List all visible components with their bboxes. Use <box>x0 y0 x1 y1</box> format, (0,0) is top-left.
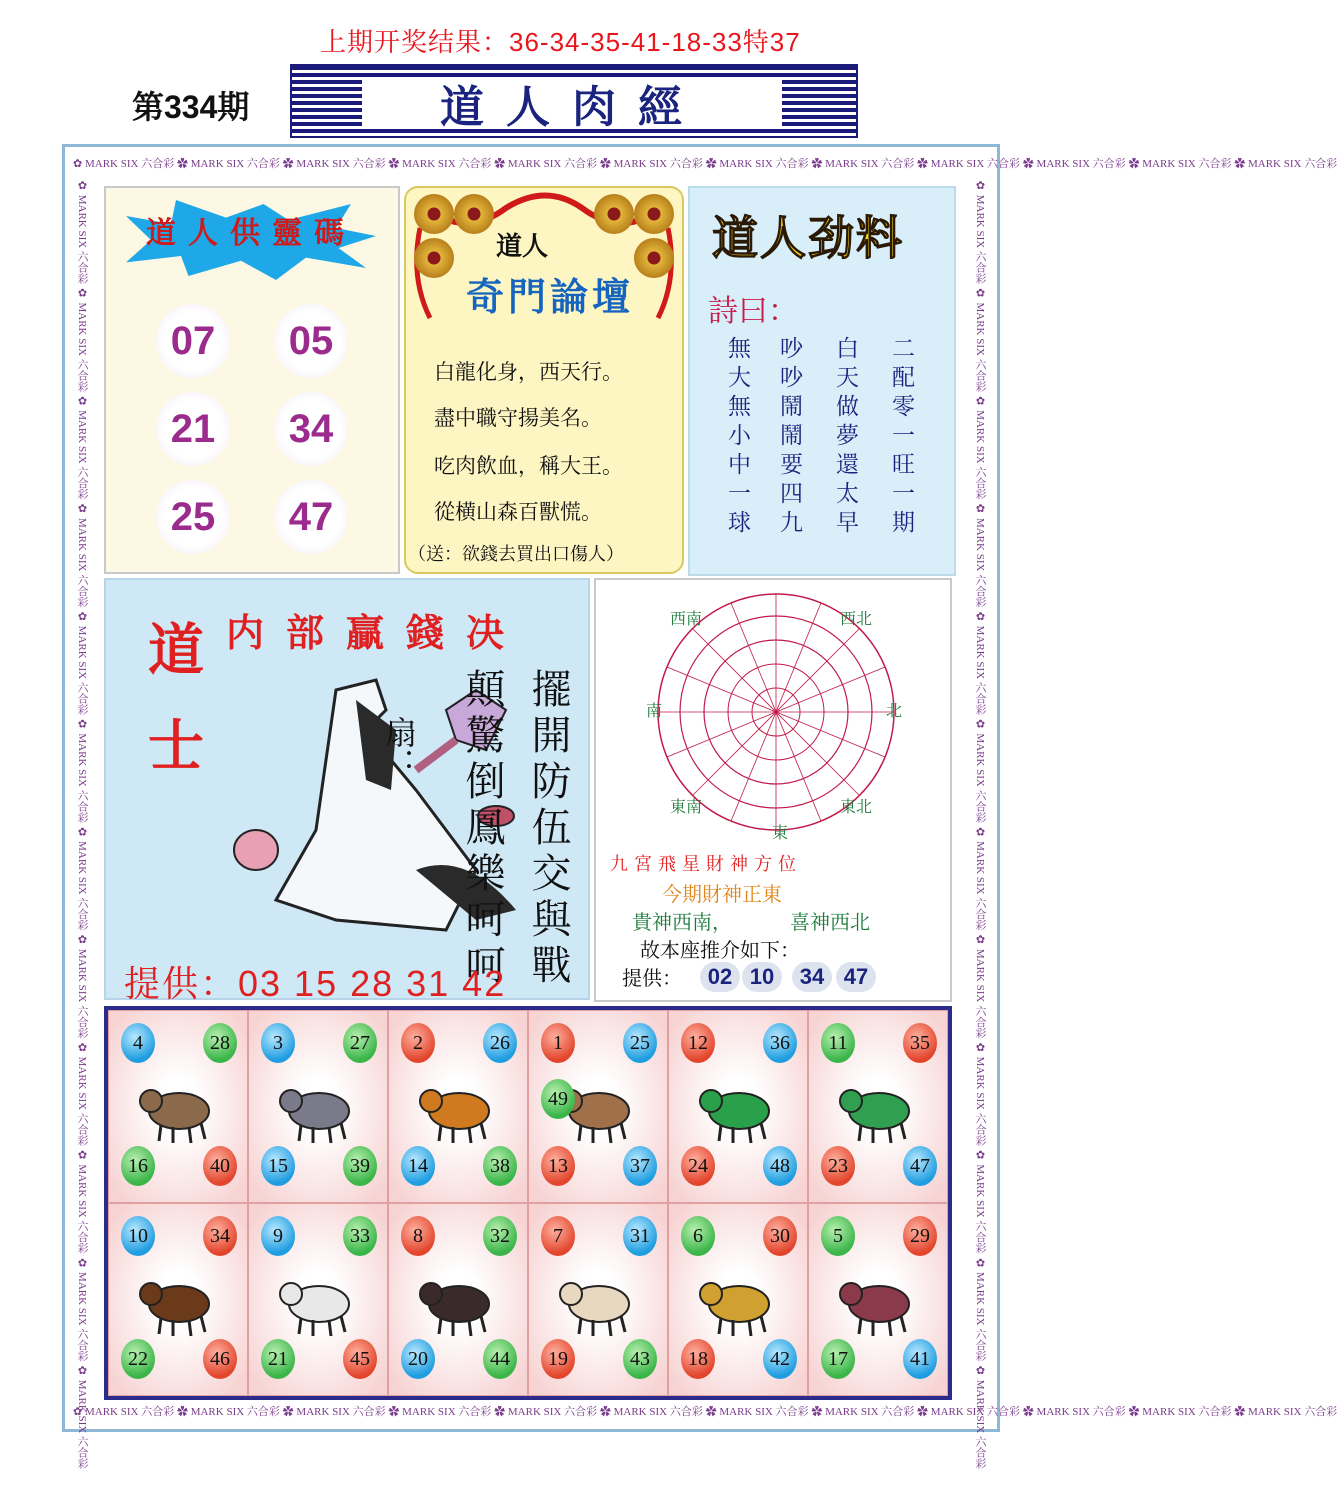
number-ball: 39 <box>343 1146 377 1186</box>
fan-label: 扇： <box>380 716 418 780</box>
last-result-text: 上期开奖结果：36-34-35-41-18-33特37 <box>320 27 801 57</box>
number-ball: 20 <box>401 1339 435 1379</box>
border-strip-bottom <box>73 1401 1337 1423</box>
dir-east-label: 東 <box>772 823 789 842</box>
number-ball: 14 <box>401 1146 435 1186</box>
title-banner-inner <box>362 78 782 133</box>
number-ball: 40 <box>203 1146 237 1186</box>
dir-southwest-label: 西南 <box>670 609 703 628</box>
poem-line: 盡中職守揚美名。 <box>434 406 602 430</box>
lucky-number: 34 <box>274 392 348 466</box>
border-strip-left <box>71 179 93 1470</box>
riddle-column: 顛驚倒鳳樂呵呵 <box>459 668 505 990</box>
provided-numbers: 提供：03 15 28 31 42 <box>124 963 507 1004</box>
zodiac-cell-rat <box>108 1010 248 1203</box>
poem-header <box>406 188 682 334</box>
coin-icon <box>634 238 674 278</box>
border-brand-pattern: ✿ MARK SIX 六合彩 ✿ MARK SIX 六合彩 ✿ MARK SIX 六合彩 ✿ MARK SIX 六合彩 ✿ MARK SIX 六合彩 ✿ MARK SIX 六合彩 ✿ MARK SIX 六合彩 ✿ MARK SIX 六合彩 ✿ MARK SIX 六合彩 ✿ MARK SIX 六合彩 ✿ MARK SIX 六合彩 ✿ MARK SIX 六合彩 <box>73 1406 1337 1418</box>
taoist-side-label: 道士 <box>139 620 205 812</box>
number-ball: 5 <box>821 1216 855 1256</box>
pig-icon <box>831 1260 927 1342</box>
zodiac-cell-rabbit <box>528 1010 668 1203</box>
number-ball: 12 <box>681 1023 715 1063</box>
dir-north-label: 北 <box>886 701 903 720</box>
taoist-secret-panel <box>104 578 590 1004</box>
number-ball: 22 <box>121 1339 155 1379</box>
number-ball: 35 <box>903 1023 937 1063</box>
number-ball: 16 <box>121 1146 155 1186</box>
border-brand-pattern: ✿ MARK SIX 六合彩 ✿ MARK SIX 六合彩 ✿ MARK SIX 六合彩 ✿ MARK SIX 六合彩 ✿ MARK SIX 六合彩 ✿ MARK SIX 六合彩 ✿ MARK SIX 六合彩 ✿ MARK SIX 六合彩 ✿ MARK SIX 六合彩 ✿ MARK SIX 六合彩 ✿ MARK SIX 六合彩 ✿ MARK SIX 六合彩 <box>974 179 986 1470</box>
number-ball: 38 <box>483 1146 517 1186</box>
provide-label: 提供： <box>622 966 682 990</box>
coin-icon <box>414 238 454 278</box>
poem-title: 奇門論壇 <box>466 274 635 319</box>
zodiac-number-grid <box>104 1006 952 1400</box>
poem-label: 詩曰： <box>708 294 798 329</box>
zodiac-cell-horse <box>108 1203 248 1396</box>
number-ball: 2 <box>401 1023 435 1063</box>
number-ball: 44 <box>483 1339 517 1379</box>
poem-line: 吃肉飲血，稱大王。 <box>434 454 623 478</box>
number-ball: 13 <box>541 1146 575 1186</box>
tiger-icon <box>411 1067 507 1149</box>
number-ball: 25 <box>623 1023 657 1063</box>
number-ball: 17 <box>821 1339 855 1379</box>
coin-icon <box>414 194 454 234</box>
number-ball: 6 <box>681 1216 715 1256</box>
coin-icon <box>594 194 634 234</box>
poem-line: 白龍化身，西天行。 <box>434 360 623 384</box>
number-ball: 18 <box>681 1339 715 1379</box>
secret-title: 内部贏錢决 <box>226 610 527 655</box>
recommended-number: 34 <box>792 962 832 992</box>
number-ball: 48 <box>763 1146 797 1186</box>
tip-panel <box>688 186 956 576</box>
border-strip-top <box>73 153 1337 175</box>
lucky-number: 07 <box>156 304 230 378</box>
border-brand-pattern: ✿ MARK SIX 六合彩 ✿ MARK SIX 六合彩 ✿ MARK SIX 六合彩 ✿ MARK SIX 六合彩 ✿ MARK SIX 六合彩 ✿ MARK SIX 六合彩 ✿ MARK SIX 六合彩 ✿ MARK SIX 六合彩 ✿ MARK SIX 六合彩 ✿ MARK SIX 六合彩 ✿ MARK SIX 六合彩 ✿ MARK SIX 六合彩 <box>73 158 1337 170</box>
recommended-number: 10 <box>742 962 782 992</box>
coin-icon <box>454 194 494 234</box>
verse-column: 吵吵鬧鬧要四九 <box>776 336 802 539</box>
zodiac-cell-dragon <box>668 1010 808 1203</box>
coin-icon <box>634 194 674 234</box>
riddle-column: 擺開防伍交與戰 <box>525 668 571 990</box>
zodiac-cell-snake <box>808 1010 948 1203</box>
number-ball: 31 <box>623 1216 657 1256</box>
feng-shui-wheel <box>596 580 950 840</box>
horse-icon <box>131 1260 227 1342</box>
rooster-icon <box>551 1260 647 1342</box>
joy-god-direction: 喜神西北 <box>790 910 870 934</box>
recommended-number: 47 <box>836 962 876 992</box>
zodiac-cell-pig <box>808 1203 948 1396</box>
poem-subtitle: 道人 <box>496 232 549 262</box>
lucky-number: 47 <box>274 480 348 554</box>
monkey-icon <box>411 1260 507 1342</box>
number-ball: 30 <box>763 1216 797 1256</box>
number-ball: 23 <box>821 1146 855 1186</box>
verse-column: 白天做夢還太早 <box>832 336 858 539</box>
lucky-number: 05 <box>274 304 348 378</box>
dir-northeast-label: 東北 <box>840 797 873 816</box>
number-ball: 21 <box>261 1339 295 1379</box>
number-ball: 32 <box>483 1216 517 1256</box>
dir-southeast-label: 東南 <box>670 797 703 816</box>
zodiac-cell-goat <box>248 1203 388 1396</box>
number-ball: 19 <box>541 1339 575 1379</box>
number-ball: 7 <box>541 1216 575 1256</box>
dragon-icon <box>691 1067 787 1149</box>
zodiac-cell-rooster <box>528 1203 668 1396</box>
issue-number: 第334期 <box>132 89 250 125</box>
number-ball: 15 <box>261 1146 295 1186</box>
number-ball: 3 <box>261 1023 295 1063</box>
number-ball: 11 <box>821 1023 855 1063</box>
number-ball: 36 <box>763 1023 797 1063</box>
number-ball: 24 <box>681 1146 715 1186</box>
number-ball: 41 <box>903 1339 937 1379</box>
forum-poem-panel <box>404 186 684 574</box>
verse-column: 二配零一旺一期 <box>888 336 914 539</box>
poem-line: 從横山森百獸慌。 <box>434 500 602 524</box>
lucky-code-title: 道人供靈碼 <box>146 216 356 251</box>
number-ball: 10 <box>121 1216 155 1256</box>
number-ball: 37 <box>623 1146 657 1186</box>
rat-icon <box>131 1067 227 1149</box>
verse-column: 無大無小中一球 <box>724 336 750 539</box>
goat-icon <box>271 1260 367 1342</box>
recommend-label: 故本座推介如下： <box>640 938 800 962</box>
number-ball: 46 <box>203 1339 237 1379</box>
number-ball: 33 <box>343 1216 377 1256</box>
number-ball: 34 <box>203 1216 237 1256</box>
number-ball: 49 <box>541 1079 575 1119</box>
ox-icon <box>271 1067 367 1149</box>
zodiac-cell-dog <box>668 1203 808 1396</box>
page-title: 道人肉經 <box>440 82 704 133</box>
recommended-number: 02 <box>700 962 740 992</box>
number-ball: 43 <box>623 1339 657 1379</box>
noble-god-direction: 貴神西南， <box>632 910 732 934</box>
compass-panel <box>594 578 952 1002</box>
number-ball: 47 <box>903 1146 937 1186</box>
zodiac-cell-tiger <box>388 1010 528 1203</box>
number-ball: 8 <box>401 1216 435 1256</box>
number-ball: 42 <box>763 1339 797 1379</box>
number-ball: 28 <box>203 1023 237 1063</box>
number-ball: 4 <box>121 1023 155 1063</box>
number-ball: 1 <box>541 1023 575 1063</box>
zodiac-cell-monkey <box>388 1203 528 1396</box>
number-ball: 27 <box>343 1023 377 1063</box>
title-banner <box>290 64 858 138</box>
dir-south-label: 南 <box>646 701 663 720</box>
border-strip-right <box>969 179 991 1470</box>
zodiac-cell-ox <box>248 1010 388 1203</box>
dog-icon <box>691 1260 787 1342</box>
lucky-number: 25 <box>156 480 230 554</box>
dir-northwest-label: 西北 <box>840 609 873 628</box>
tip-title: 道人劲料 <box>712 211 904 265</box>
lucky-code-panel <box>104 186 400 574</box>
number-ball: 26 <box>483 1023 517 1063</box>
poem-note: （送：欲錢去買出口傷人） <box>408 544 624 565</box>
lucky-number: 21 <box>156 392 230 466</box>
number-ball: 9 <box>261 1216 295 1256</box>
wealth-god-direction: 今期財神正東 <box>662 882 782 906</box>
snake-icon <box>831 1067 927 1149</box>
number-ball: 29 <box>903 1216 937 1256</box>
border-brand-pattern: ✿ MARK SIX 六合彩 ✿ MARK SIX 六合彩 ✿ MARK SIX 六合彩 ✿ MARK SIX 六合彩 ✿ MARK SIX 六合彩 ✿ MARK SIX 六合彩 ✿ MARK SIX 六合彩 ✿ MARK SIX 六合彩 ✿ MARK SIX 六合彩 ✿ MARK SIX 六合彩 ✿ MARK SIX 六合彩 ✿ MARK SIX 六合彩 <box>76 179 88 1470</box>
number-ball: 45 <box>343 1339 377 1379</box>
nine-palace-heading: 九宮飛星財神方位 <box>610 854 802 875</box>
